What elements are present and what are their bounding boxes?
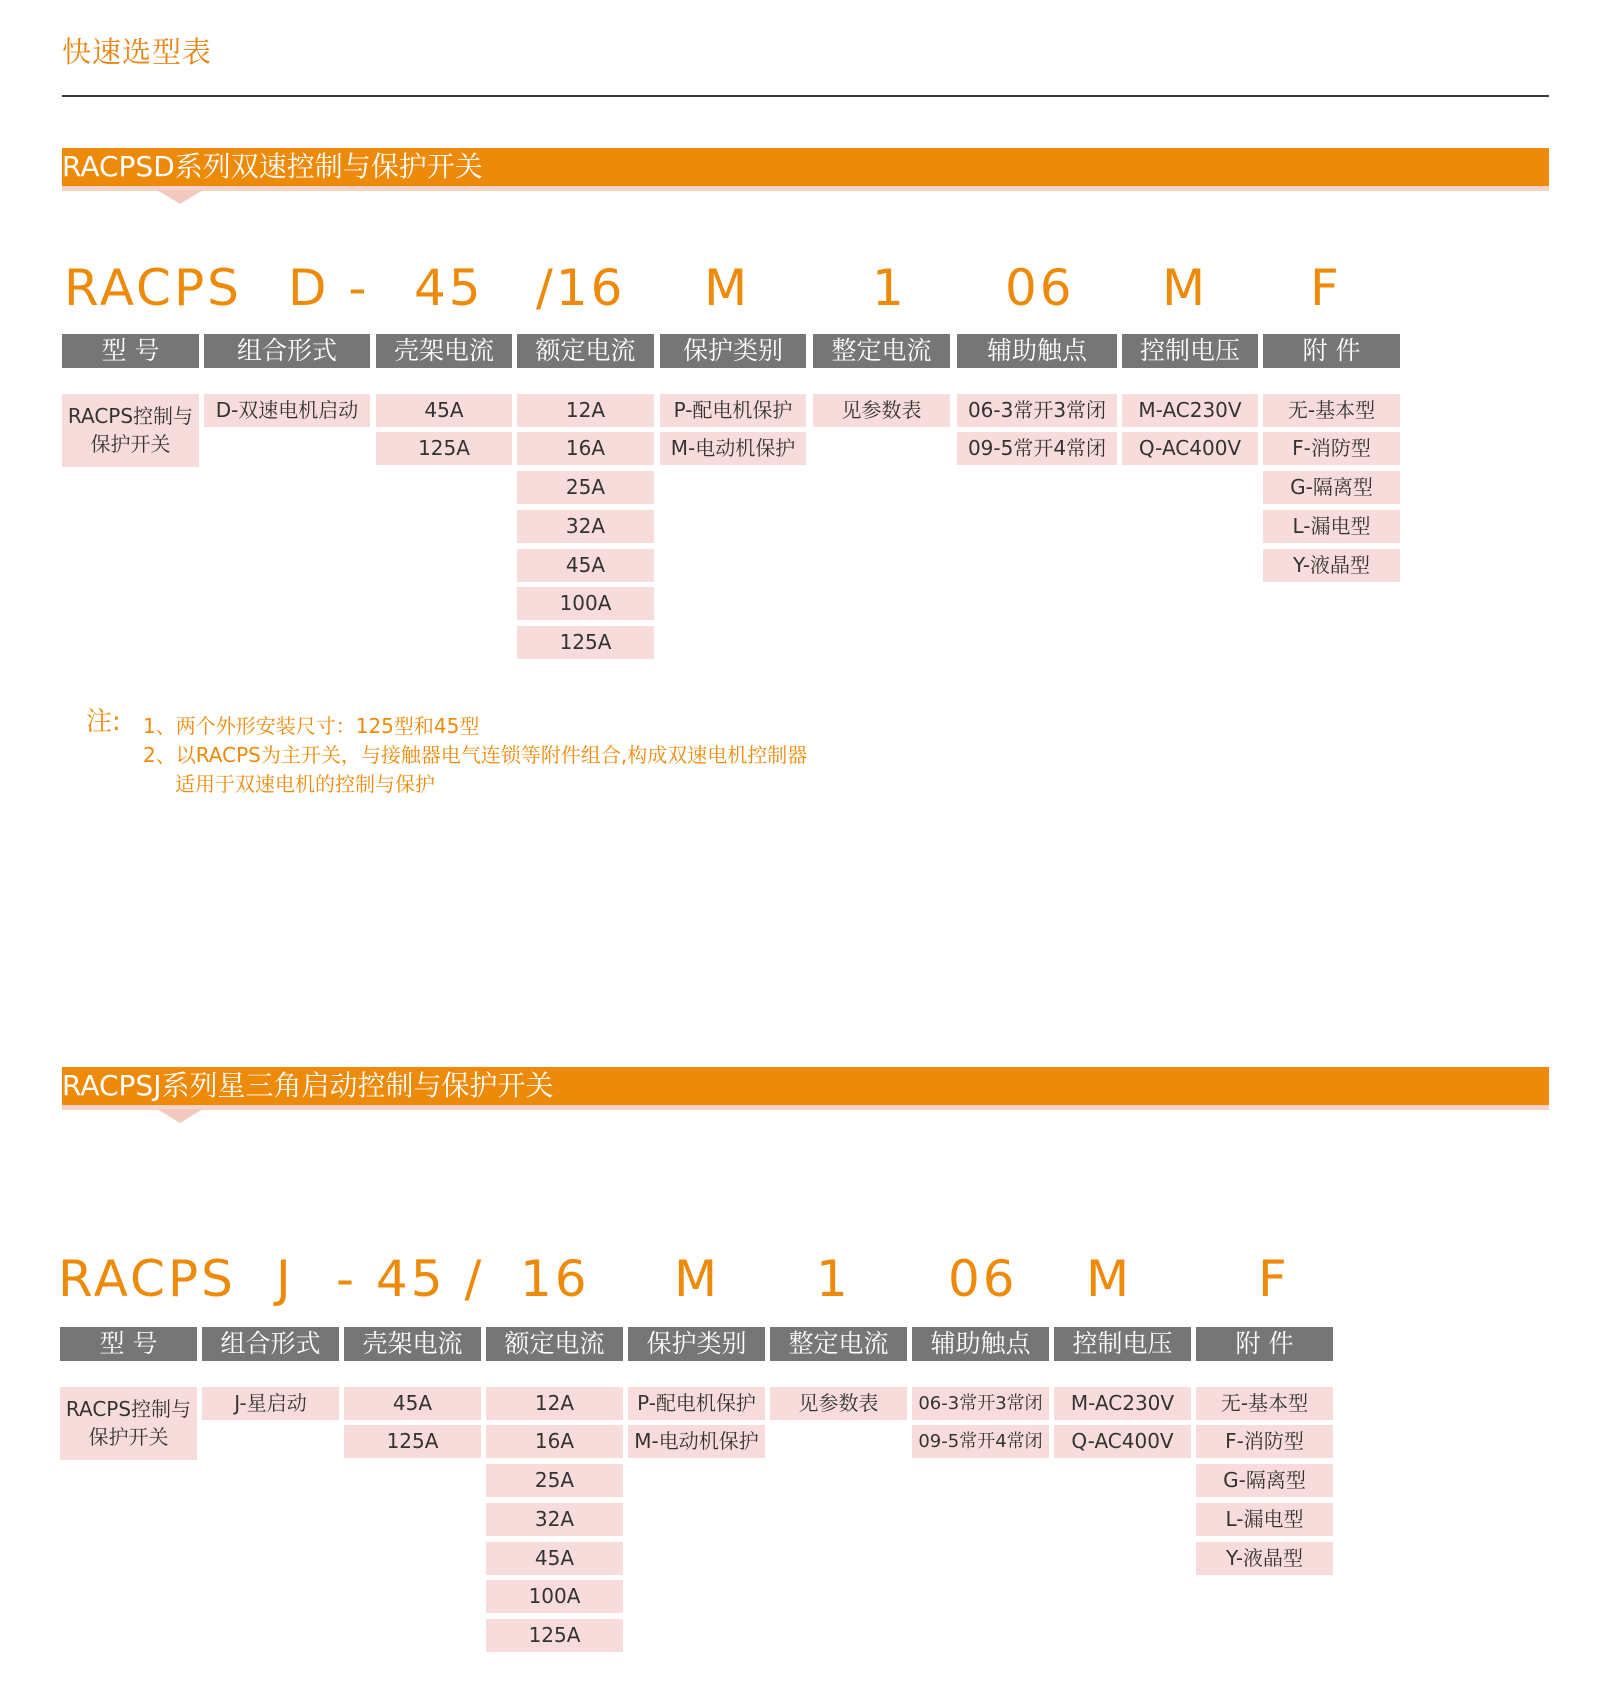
column-rated-current [486, 1327, 623, 1647]
column-model [60, 1327, 197, 1449]
note-label: 注: [86, 707, 121, 737]
table-cell: F-消防型 [1263, 432, 1400, 465]
table-cell: 32A [486, 1503, 623, 1536]
column-combination [204, 334, 370, 422]
code-part: F [1258, 1250, 1290, 1308]
table-cell: 12A [486, 1387, 623, 1420]
table-cell: M-AC230V [1122, 394, 1258, 427]
table-cell: RACPS控制与保护开关 [62, 394, 199, 467]
table-cell: M-电动机保护 [660, 432, 806, 465]
table-cell: 16A [517, 432, 654, 465]
column-header: 附 件 [1263, 334, 1400, 368]
page-title: 快速选型表 [62, 35, 213, 69]
table-cell: 09-5常开4常闭 [912, 1425, 1049, 1458]
column-header: 保护类别 [660, 334, 806, 368]
code-part: /16 [536, 259, 626, 317]
note-line: 2、以RACPS为主开关，与接触器电气连锁等附件组合,构成双速电机控制器 [143, 743, 808, 767]
top-divider [62, 95, 1549, 97]
table-cell: 45A [344, 1387, 481, 1420]
column-header: 辅助触点 [912, 1327, 1049, 1361]
code-part: M [1086, 1250, 1133, 1308]
banner-notch [157, 1109, 203, 1123]
column-header: 控制电压 [1122, 334, 1258, 368]
section-title: RACPSD系列双速控制与保护开关 [62, 150, 483, 183]
table-cell: 见参数表 [770, 1387, 907, 1420]
column-setting-current [813, 334, 950, 422]
column-aux-contacts [912, 1327, 1049, 1452]
column-frame-current [344, 1327, 481, 1453]
code-part: M [674, 1250, 721, 1308]
table-cell: 06-3常开3常闭 [912, 1387, 1049, 1420]
code-part: RACPS [58, 1250, 236, 1308]
table-cell: L-漏电型 [1196, 1503, 1333, 1536]
table-cell: 125A [517, 626, 654, 659]
code-part: 06 [948, 1250, 1018, 1308]
column-control-voltage [1054, 1327, 1191, 1453]
table-cell: 125A [344, 1425, 481, 1458]
table-cell: M-AC230V [1054, 1387, 1191, 1420]
table-cell: RACPS控制与保护开关 [60, 1387, 197, 1460]
table-cell: 09-5常开4常闭 [957, 432, 1117, 465]
table-cell: D-双速电机启动 [204, 394, 370, 427]
banner-notch [157, 190, 203, 204]
code-part: M [704, 259, 751, 317]
banner-shadow [62, 186, 1549, 191]
column-protection [628, 1327, 765, 1453]
code-part: 1 [872, 259, 907, 317]
table-cell: 06-3常开3常闭 [957, 394, 1117, 427]
table-cell: Y-液晶型 [1263, 549, 1400, 582]
column-combination [202, 1327, 339, 1415]
table-cell: 100A [486, 1580, 623, 1613]
code-part: D - [288, 259, 370, 317]
column-setting-current [770, 1327, 907, 1415]
section-title: RACPSJ系列星三角启动控制与保护开关 [62, 1069, 554, 1102]
code-part: - 45 / [336, 1250, 485, 1308]
table-cell: F-消防型 [1196, 1425, 1333, 1458]
column-rated-current [517, 334, 654, 654]
table-cell: P-配电机保护 [628, 1387, 765, 1420]
table-cell: J-星启动 [202, 1387, 339, 1420]
column-header: 附 件 [1196, 1327, 1333, 1361]
code-part: J [276, 1250, 294, 1308]
table-cell: 45A [486, 1542, 623, 1575]
column-control-voltage [1122, 334, 1258, 460]
table-cell: 16A [486, 1425, 623, 1458]
column-header: 组合形式 [202, 1327, 339, 1361]
column-header: 整定电流 [813, 334, 950, 368]
table-cell: P-配电机保护 [660, 394, 806, 427]
column-header: 型 号 [62, 334, 199, 368]
column-header: 壳架电流 [344, 1327, 481, 1361]
column-frame-current [376, 334, 512, 460]
column-header: 控制电压 [1054, 1327, 1191, 1361]
note-line: 1、两个外形安装尺寸：125型和45型 [143, 714, 480, 738]
table-cell: 100A [517, 587, 654, 620]
code-part: 06 [1005, 259, 1075, 317]
column-header: 辅助触点 [957, 334, 1117, 368]
column-aux-contacts [957, 334, 1117, 460]
table-cell: 见参数表 [813, 394, 950, 427]
table-cell: 45A [376, 394, 512, 427]
column-header: 型 号 [60, 1327, 197, 1361]
table-cell: G-隔离型 [1263, 471, 1400, 504]
banner-shadow [62, 1105, 1549, 1110]
column-model [62, 334, 199, 456]
table-cell: 125A [486, 1619, 623, 1652]
code-part: M [1162, 259, 1209, 317]
column-header: 壳架电流 [376, 334, 512, 368]
table-cell: 12A [517, 394, 654, 427]
column-header: 保护类别 [628, 1327, 765, 1361]
column-accessories [1196, 1327, 1333, 1570]
table-cell: 25A [517, 471, 654, 504]
table-cell: 45A [517, 549, 654, 582]
table-cell: Q-AC400V [1122, 432, 1258, 465]
table-cell: G-隔离型 [1196, 1464, 1333, 1497]
table-cell: M-电动机保护 [628, 1425, 765, 1458]
table-cell: Q-AC400V [1054, 1425, 1191, 1458]
column-accessories [1263, 334, 1400, 577]
column-header: 额定电流 [517, 334, 654, 368]
code-part: RACPS [64, 259, 242, 317]
code-part: 16 [520, 1250, 590, 1308]
table-cell: 32A [517, 510, 654, 543]
column-header: 组合形式 [204, 334, 370, 368]
code-part: 1 [816, 1250, 851, 1308]
note-line: 适用于双速电机的控制与保护 [175, 772, 435, 796]
table-cell: L-漏电型 [1263, 510, 1400, 543]
column-protection [660, 334, 806, 460]
column-header: 整定电流 [770, 1327, 907, 1361]
table-cell: Y-液晶型 [1196, 1542, 1333, 1575]
table-cell: 25A [486, 1464, 623, 1497]
table-cell: 125A [376, 432, 512, 465]
table-cell: 无-基本型 [1196, 1387, 1333, 1420]
code-part: F [1310, 259, 1342, 317]
code-part: 45 [414, 259, 484, 317]
column-header: 额定电流 [486, 1327, 623, 1361]
table-cell: 无-基本型 [1263, 394, 1400, 427]
